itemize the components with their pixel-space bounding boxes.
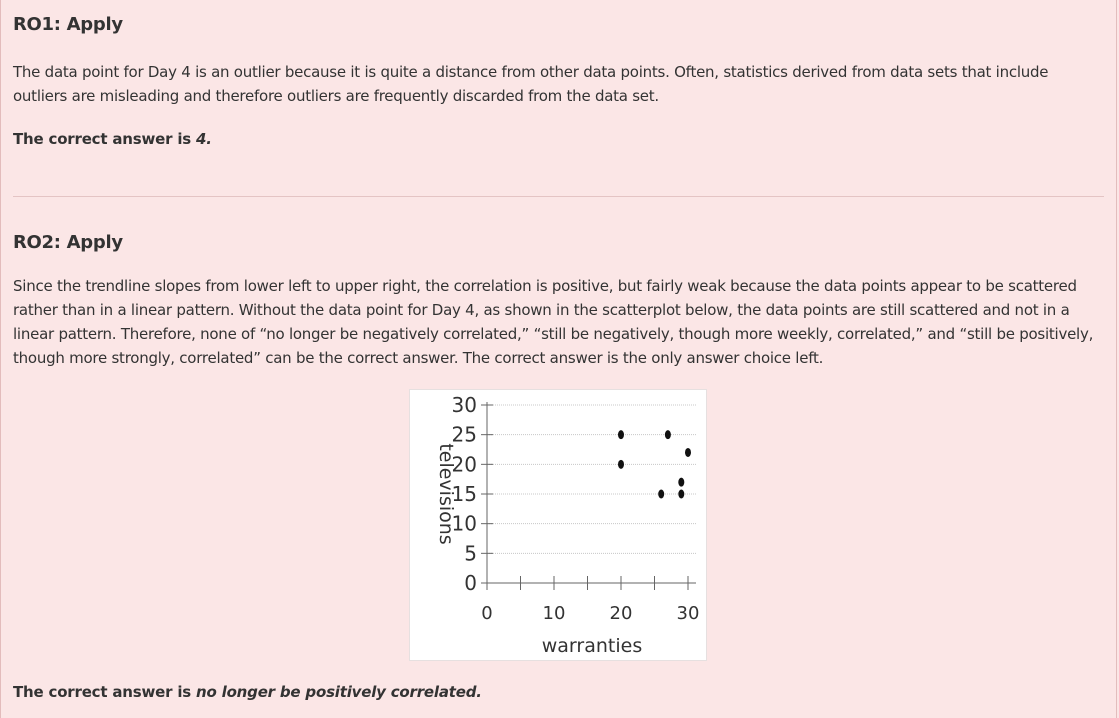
- x-tick-label: 20: [609, 603, 633, 624]
- scatterplot: [410, 390, 706, 660]
- x-tick-label: 0: [481, 603, 493, 624]
- data-point: [685, 448, 691, 457]
- x-tick-label: 30: [676, 603, 700, 624]
- x-axis-label: warranties: [541, 635, 643, 657]
- y-tick-label: 25: [451, 422, 477, 447]
- ro2-answer: [13, 682, 1104, 701]
- ro1-answer-prefix: The correct answer is: [13, 130, 197, 148]
- y-tick-label: 20: [451, 452, 477, 477]
- ro2-body: [13, 274, 1104, 370]
- ro2-heading: RO2: Apply: [13, 232, 123, 253]
- data-point: [678, 478, 684, 487]
- ro1-answer-value: 4.: [196, 130, 212, 148]
- ro2-section: [13, 232, 1104, 253]
- data-point: [658, 490, 664, 499]
- y-tick-label: 10: [451, 511, 477, 536]
- ro1-heading: RO1: Apply: [13, 14, 123, 35]
- data-point: [665, 430, 671, 439]
- ro2-explanation: Since the trendline slopes from lower left to upper right, the correlation is positive, but fairly weak because the data points appear to be scattered rather than in a linear pattern. Without the data point for Day 4, as shown in the scatterplot below, the data points are still scattered and not in a linear pattern. Therefore, none of “no longer be negatively correlated,” “still be negatively, though more weekly, correlated,” and “still be positively, though more strongly, correlated” can be the correct answer. The correct answer is the only answer choice left.: [13, 277, 1094, 367]
- ro2-answer-value: no longer be positively correlated.: [196, 683, 482, 701]
- y-tick-label: 15: [451, 482, 477, 506]
- data-point: [618, 460, 624, 469]
- ro1-body: [13, 60, 1104, 108]
- ro1-section: [13, 14, 1104, 35]
- scatterplot-figure: [409, 389, 707, 661]
- y-tick-label: 30: [451, 393, 477, 417]
- x-tick-label: 10: [542, 603, 566, 624]
- section-divider: [13, 196, 1104, 197]
- y-tick-label: 0: [464, 571, 477, 595]
- y-axis-label: televisions: [435, 443, 457, 545]
- data-point: [678, 490, 684, 499]
- ro1-explanation: The data point for Day 4 is an outlier because it is quite a distance from other data points. Often, statistics derived from data sets that include outliers are misleading and therefore outliers are frequently discarded from the data set.: [13, 63, 1049, 105]
- data-point: [618, 430, 624, 439]
- ro1-answer: [13, 129, 1104, 148]
- ro2-answer-prefix: The correct answer is: [13, 683, 197, 701]
- y-tick-label: 5: [464, 541, 477, 566]
